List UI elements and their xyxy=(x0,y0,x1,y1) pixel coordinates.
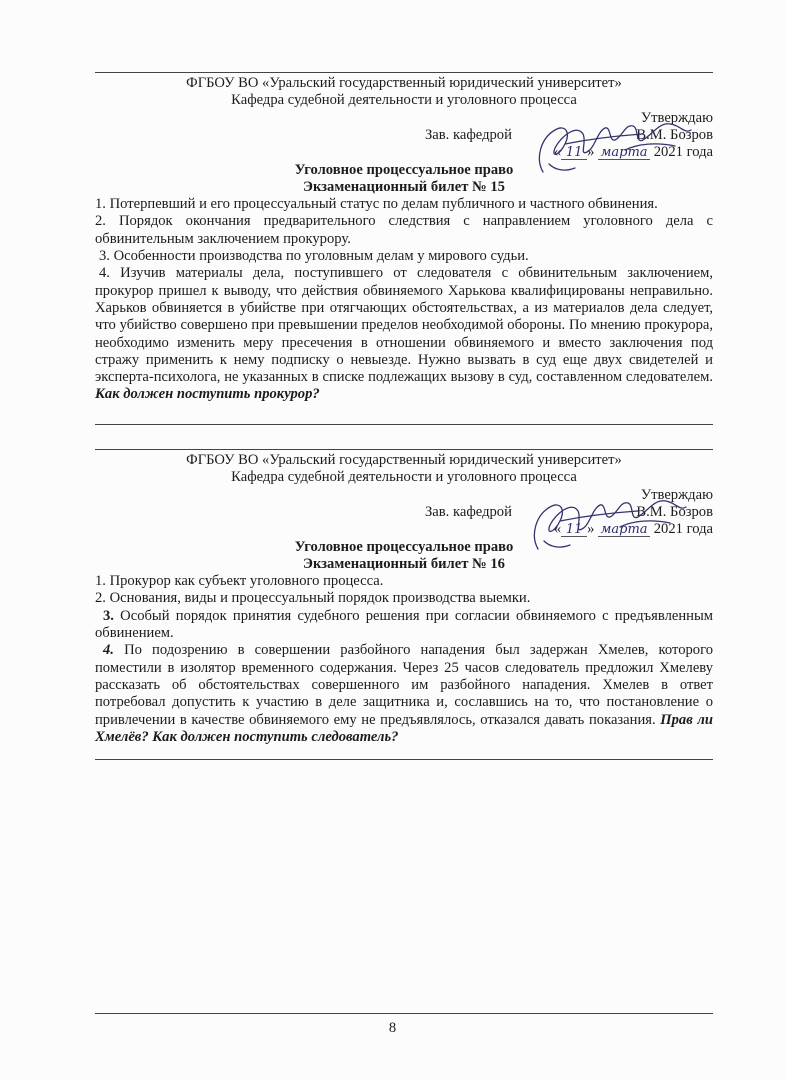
question-4-text: По подозрению в совершении разбойного нападения был задержан Хмелев, которого поместили в изолятор временного содержания. Через 25 часов следователь предложил Хмелеву рассказать об обстоятельствах совершенного им разбойного нападения. Хмелев в ответ потребовал допустить к участию в деле защитника и, сославшись на то, что постановление о привлечении в качестве обвиняемого ему не предъявлялось, отказался давать показания. xyxy=(95,642,713,728)
approve-label: Утверждаю xyxy=(640,109,713,126)
question-1: 1. Прокурор как субъект уголовного процесса. xyxy=(95,573,384,590)
ticket-15 xyxy=(95,75,713,404)
question-4-task: Как должен поступить прокурор? xyxy=(95,386,320,403)
question-4 xyxy=(95,265,713,403)
page-number: 8 xyxy=(388,1020,397,1036)
date-month: марта xyxy=(598,146,650,160)
approval-date: « 11 » марта 2021 года xyxy=(553,520,713,537)
question-4 xyxy=(95,642,713,746)
question-4-text: 4. Изучив материалы дела, поступившего от следователя с обвинительным заключением, прокурор пришел к выводу, что действия обвиняемого Харькова квалифицированы неправильно. Харьков обвиняется в убийстве при отягчающих обстоятельствах, а из материалов дела следует, что убийство совершено при превышении пределов необходимой обороны. По мнению прокурора, необходимо изменить меру пресечения в отношении обвиняемого и вместо заключения под стражу применить к нему подписку о невыезде. Нужно вызвать в суд еще двух свидетелей и эксперта-психолога, не указанных в списке подлежащих вызову в суд, составленном следователем. xyxy=(95,265,713,386)
department-name: Кафедра судебной деятельности и уголовного процесса xyxy=(231,92,577,109)
head-name: В.М. Бозров xyxy=(636,126,713,143)
question-3: 3. Особенности производства по уголовным делам у мирового судьи. xyxy=(99,248,529,265)
ticket-title: Экзаменационный билет № 16 xyxy=(303,555,505,572)
ticket-title: Экзаменационный билет № 15 xyxy=(303,178,505,195)
date-day: 11 xyxy=(561,146,587,160)
footer-rule xyxy=(95,1013,713,1014)
approve-label: Утверждаю xyxy=(640,486,713,503)
ticket-15-top-rule xyxy=(95,72,713,73)
head-name: В.М. Бозров xyxy=(636,503,713,520)
question-2: 2. Порядок окончания предварительного следствия с направлением уголовного дела с обвинительным заключением прокурору. xyxy=(95,213,713,247)
date-day: 11 xyxy=(561,523,587,537)
question-3-number: 3. xyxy=(103,607,114,624)
ticket-16-top-rule xyxy=(95,449,713,450)
approval-block xyxy=(95,487,713,539)
question-2: 2. Основания, виды и процессуальный порядок производства выемки. xyxy=(95,590,531,607)
date-year: 2021 года xyxy=(653,520,713,537)
subject-title: Уголовное процессуальное право xyxy=(294,538,514,555)
question-4-task: Прав ли Хмелёв? Как должен поступить следователь? xyxy=(95,711,713,745)
date-month: марта xyxy=(598,523,650,537)
approval-block xyxy=(95,110,713,162)
org-name: ФГБОУ ВО «Уральский государственный юридический университет» xyxy=(186,452,622,468)
ticket-15-bottom-rule xyxy=(95,424,713,425)
approval-date: « 11 » марта 2021 года xyxy=(553,143,713,160)
subject-title: Уголовное процессуальное право xyxy=(294,161,514,178)
question-4-number: 4. xyxy=(103,642,114,659)
ticket-16 xyxy=(95,452,713,746)
question-3 xyxy=(95,608,713,643)
head-position: Зав. кафедрой xyxy=(425,126,512,143)
department-name: Кафедра судебной деятельности и уголовного процесса xyxy=(231,469,577,486)
question-3-text: Особый порядок принятия судебного решения при согласии обвиняемого с предъявленным обвинением. xyxy=(95,607,713,642)
ticket-16-bottom-rule xyxy=(95,759,713,760)
head-position: Зав. кафедрой xyxy=(425,503,512,520)
org-name: ФГБОУ ВО «Уральский государственный юридический университет» xyxy=(186,75,622,91)
date-year: 2021 года xyxy=(653,143,713,160)
question-1: 1. Потерпевший и его процессуальный статус по делам публичного и частного обвинения. xyxy=(95,196,658,213)
